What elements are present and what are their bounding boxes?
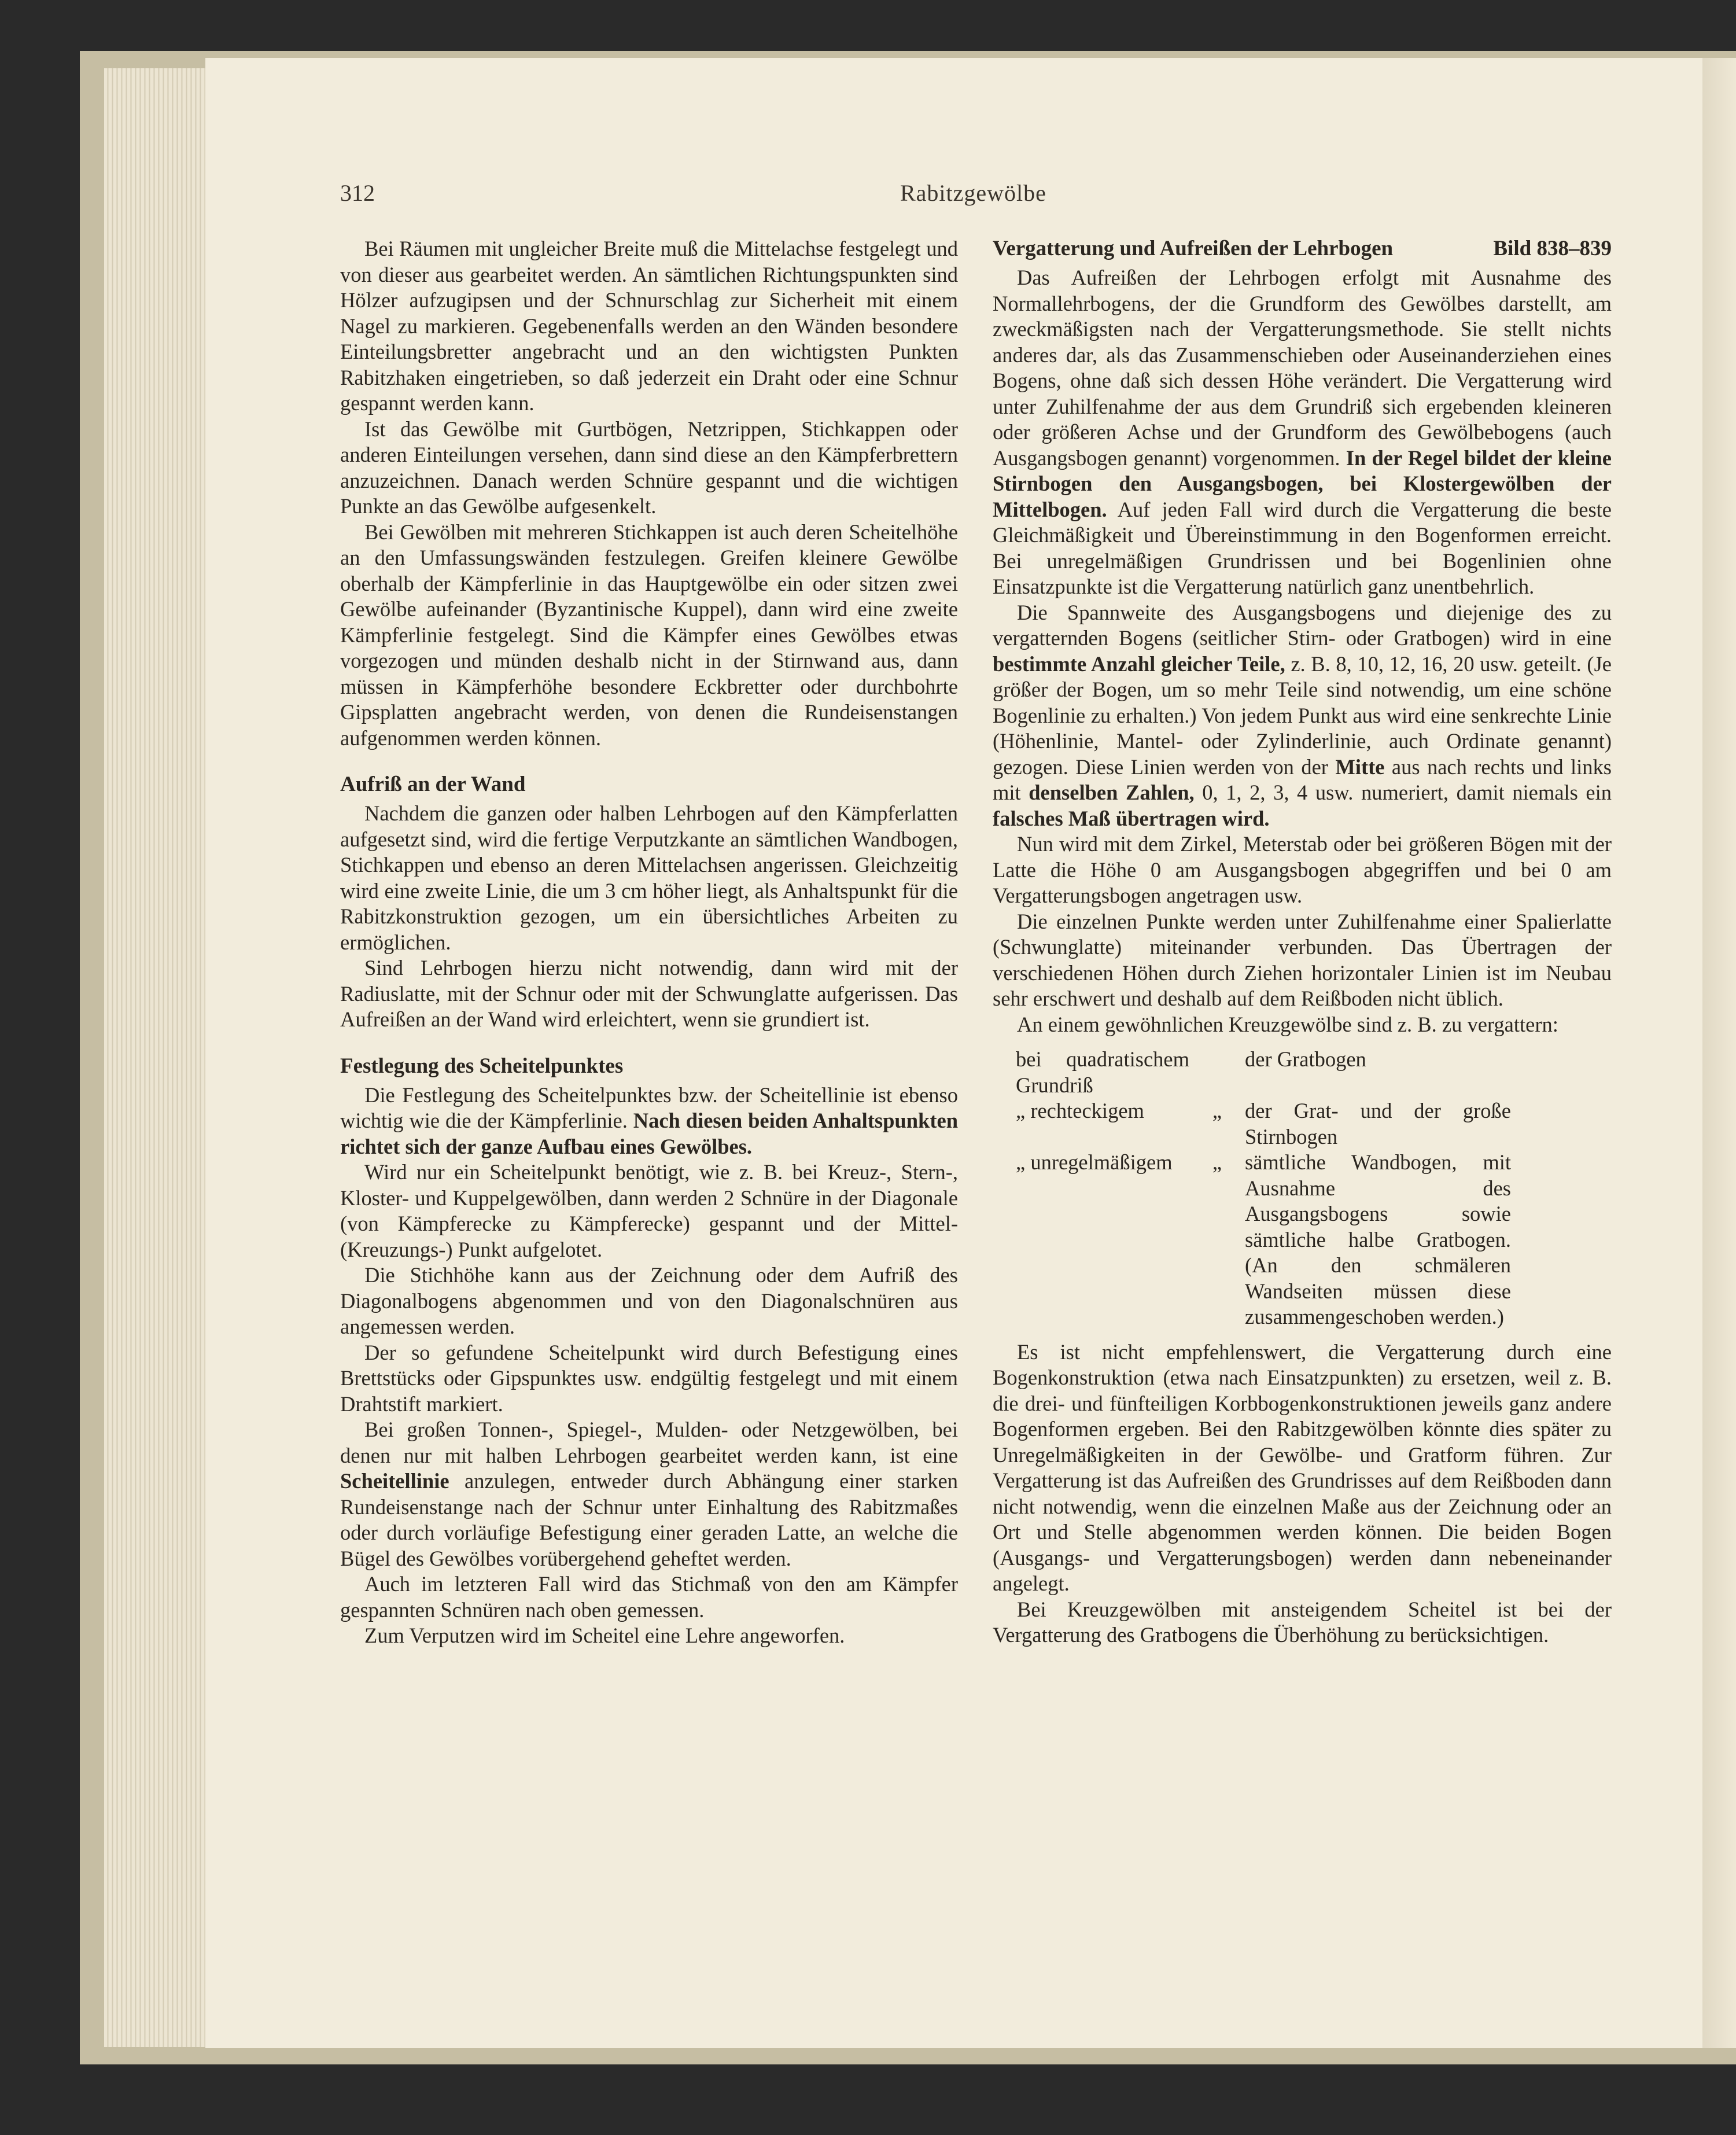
paragraph: Bei Kreuzgewölben mit ansteigendem Scheitel ist bei der Vergatterung des Gratbogens die Überhöhung zu berücksichtigen. <box>993 1597 1612 1647</box>
paragraph <box>340 1417 958 1571</box>
emphasis-text: Scheitellinie <box>340 1469 449 1493</box>
text-run: Das Aufreißen der Lehrbogen erfolgt mit Ausnahme des Normallehrbogens, der die Grundform des Gewölbes darstellt, am zweckmäßigsten nach der Vergatterungsmethode. Sie stellt nichts anderes dar, als das Zusammenschieben oder Auseinanderziehen eines Bogens, ohne daß sich dessen Höhe verändert. Die Vergatterung wird unter Zuhilfenahme der aus dem Grundriß sich ergebenden kleineren oder größeren Achse und der Grundform des Gewölbebogens (auch Ausgangsbogen genannt) vorgenommen. <box>993 266 1612 470</box>
table-cell: „ rechteckigem <box>1016 1099 1144 1122</box>
section-heading-scheitelpunkt: Festlegung des Scheitelpunktes <box>340 1054 624 1078</box>
text-run: Bei großen Tonnen-, Spiegel-, Mulden- oder Netzgewölben, bei denen nur mit halben Lehrbogen gearbeitet werden kann, ist eine <box>340 1418 958 1467</box>
paragraph: Sind Lehrbogen hierzu nicht notwendig, dann wird mit der Radiuslatte, mit der Schnur oder mit der Schwunglatte aufgerissen. Das Aufreißen an der Wand wird erleichtert, wenn sie grundiert ist. <box>340 956 958 1031</box>
emphasis-text: Nach diesen beiden Anhaltspunkten richtet sich der ganze Aufbau eines Gewölbes. <box>340 1109 958 1158</box>
paragraph: Nun wird mit dem Zirkel, Meterstab oder bei größeren Bögen mit der Latte die Höhe 0 am Ausgangsbogen abgegriffen und bei 0 am Vergatterungsbogen angetragen usw. <box>993 832 1612 907</box>
table-cell: „ <box>1212 1150 1222 1174</box>
text-run: z. B. 8, 10, 12, 16, 20 usw. geteilt. (Je größer der Bogen, um so mehr Teile sind notwendig, um eine schöne Bogenlinie zu erhalten.) Von jedem Punkt aus wird eine senkrechte Linie (Höhenlinie, Mantel- oder Zylinderlinie, auch Ordinate genannt) gezogen. Diese Linien werden von der <box>993 651 1612 779</box>
text-run: 0, 1, 2, 3, 4 usw. numeriert, damit niemals ein <box>1194 781 1612 804</box>
table-cell: „ <box>1212 1099 1222 1122</box>
emphasis-text: falsches Maß übertragen wird. <box>993 806 1270 830</box>
paragraph: Die einzelnen Punkte werden unter Zuhilfenahme einer Spalierlatte (Schwunglatte) miteinander verbunden. Das Übertragen der verschiedenen Höhen durch Ziehen horizontaler Linien ist im Neubau sehr erschwert und deshalb auf dem Reißboden nicht üblich. <box>993 909 1612 1010</box>
table-row <box>993 1150 1511 1330</box>
emphasis-text: denselben Zahlen, <box>1029 781 1195 804</box>
heading-text: Vergatterung und Aufreißen der Lehrbogen <box>993 237 1394 260</box>
table-cell <box>1189 1047 1245 1098</box>
paragraph: Ist das Gewölbe mit Gurtbögen, Netzrippen, Stichkappen oder anderen Einteilungen versehen, dann sind diese an den Kämpferbrettern anzuzeichnen. Danach werden Schnüre gespannt und die wichtigen Punkte an das Gewölbe aufgesenkelt. <box>340 417 958 518</box>
paragraph: Auch im letzteren Fall wird das Stichmaß von den am Kämpfer gespannten Schnüren nach oben gemessen. <box>340 1572 958 1622</box>
text-run: aus nach rechts und links mit <box>993 754 1612 804</box>
paragraph: Es ist nicht empfehlenswert, die Vergatterung durch eine Bogenkonstruktion (etwa nach Einsatzpunkten) zu ersetzen, weil z. B. die drei- und fünfteiligen Korbbogenkonstruktionen jeweils ganz andere Bogenformen ergeben. Bei den Rabitzgewölben könnte dies später zu Unregelmäßigkeiten in der Gewölbe- und Gratform führen. Zur Vergatterung ist das Aufreißen des Grundrisses auf dem Reißboden dann nicht notwendig, wenn die einzelnen Maße aus der Zeichnung oder an Ort und Stelle abgenommen werden können. Die beiden Bogen (Ausgangs- und Vergatterungsbogen) werden dann nebeneinander angelegt. <box>993 1339 1612 1595</box>
table-cell: sämtliche Wandbogen, mit Ausnahme des Ausgangsbogens sowie sämtliche halbe Gratbogen. (An den schmäleren Wandseiten müssen diese zusammengeschoben werden.) <box>1245 1150 1511 1328</box>
section-heading-vergatterung <box>993 236 1612 262</box>
paragraph: Bei Gewölben mit mehreren Stichkappen ist auch deren Scheitelhöhe an den Umfassungswänden festzulegen. Greifen kleinere Gewölbe oberhalb der Kämpferlinie in das Hauptgewölbe ein oder sitzen zwei Gewölbe aufeinander (Byzantinische Kuppel), dann wird eine zweite Kämpferlinie festgelegt. Sind die Kämpfer eines Gewölbes etwas vorgezogen und münden deshalb nicht in der Stirnwand aus, dann müssen in Kämpferhöhe besondere Eckbretter oder durchbohrte Gipsplatten angebracht werden, von denen die Rundeisenstangen aufgenommen werden können. <box>340 520 958 750</box>
paragraph <box>340 1083 958 1160</box>
running-title: Rabitzgewölbe <box>900 180 1046 206</box>
figure-reference: Bild 838–839 <box>1493 237 1612 260</box>
table-row <box>993 1098 1511 1150</box>
text-run: anzulegen, entweder durch Abhängung einer starken Rundeisenstange nach der Schnur unter Einhaltung des Rabitzmaßes oder durch vorläufige Befestigung einer geraden Latte, an welche die Bügel des Gewölbes vorübergehend geheftet werden. <box>340 1469 958 1570</box>
table-cell: bei quadratischem Grundriß <box>1016 1047 1189 1097</box>
paragraph: Bei Räumen mit ungleicher Breite muß die Mittelachse festgelegt und von dieser aus gearbeitet werden. An sämtlichen Richtungspunkten sind Hölzer aufzugipsen und der Schnurschlag zur Sicherheit mit einem Nagel zu markieren. Gegebenenfalls werden an den Wänden besondere Einteilungsbretter angebracht und an den wichtigsten Punkten Rabitzhaken eingetrieben, so daß jederzeit ein Draht oder eine Schnur gespannt werden kann. <box>340 237 958 415</box>
table-cell: „ unregelmäßigem <box>1016 1150 1173 1174</box>
right-column <box>993 236 1612 1648</box>
text-run: Die Festlegung des Scheitelpunktes bzw. der Scheitellinie ist ebenso wichtig wie die der Kämpferlinie. <box>340 1083 958 1132</box>
table-cell: der Grat- und der große Stirnbogen <box>1245 1099 1511 1149</box>
text-run: Die Spannweite des Ausgangsbogens und diejenige des zu vergatternden Bogens (seitlicher Stirn- oder Gratbogen) wird in eine <box>993 600 1612 650</box>
emphasis-text: In der Regel bildet der kleine Stirnbogen den Ausgangsbogen, bei Klostergewölben der Mittelbogen. <box>993 446 1612 521</box>
paragraph <box>993 265 1612 600</box>
paragraph <box>993 600 1612 832</box>
table-cell: der Gratbogen <box>1245 1047 1366 1071</box>
paragraph: Der so gefundene Scheitelpunkt wird durch Befestigung eines Brettstücks oder Gipspunktes usw. endgültig festgelegt und mit einem Drahtstift markiert. <box>340 1340 958 1416</box>
emphasis-text: Mitte <box>1335 754 1385 779</box>
table-row <box>993 1047 1511 1098</box>
paragraph: Zum Verputzen wird im Scheitel eine Lehre angeworfen. <box>364 1624 845 1647</box>
emphasis-text: bestimmte Anzahl gleicher Teile, <box>993 651 1285 676</box>
paragraph: Wird nur ein Scheitelpunkt benötigt, wie z. B. bei Kreuz-, Stern-, Kloster- und Kuppelgewölben, dann werden 2 Schnüre in der Diagonale (von Kämpferecke zu Kämpferecke) gespannt und der Mittel- (Kreuzungs-) Punkt aufgelotet. <box>340 1160 958 1261</box>
section-heading-aufriss: Aufriß an der Wand <box>340 772 526 796</box>
paragraph: Nachdem die ganzen oder halben Lehrbogen auf den Kämpferlatten aufgesetzt sind, wird die fertige Verputzkante an sämtlichen Wandbogen, Stichkappen und ebenso an deren Mittelachsen angerissen. Gleichzeitig wird eine zweite Linie, die um 3 cm höher liegt, als Anhaltspunkt für die Rabitzkonstruktion gezogen, um ein übersichtliches Arbeiten zu ermöglichen. <box>340 801 958 954</box>
page-number: 312 <box>340 180 375 206</box>
paragraph: An einem gewöhnlichen Kreuzgewölbe sind z. B. zu vergattern: <box>1017 1012 1558 1036</box>
page-edges <box>104 68 220 2047</box>
paragraph: Die Stichhöhe kann aus der Zeichnung oder dem Aufriß des Diagonalbogens abgenommen und von den Diagonalschnüren aus angemessen werden. <box>340 1263 958 1338</box>
left-column <box>340 236 958 1649</box>
text-run: Auf jeden Fall wird durch die Vergatterung die beste Gleichmäßigkeit und Übereinstimmung in den Bogenformen erreicht. Bei unregelmäßigen Grundrissen und bei Bogenlinien ohne Einsatzpunkte ist die Vergatterung natürlich ganz unentbehrlich. <box>993 497 1612 598</box>
vergatterung-table <box>993 1047 1511 1330</box>
